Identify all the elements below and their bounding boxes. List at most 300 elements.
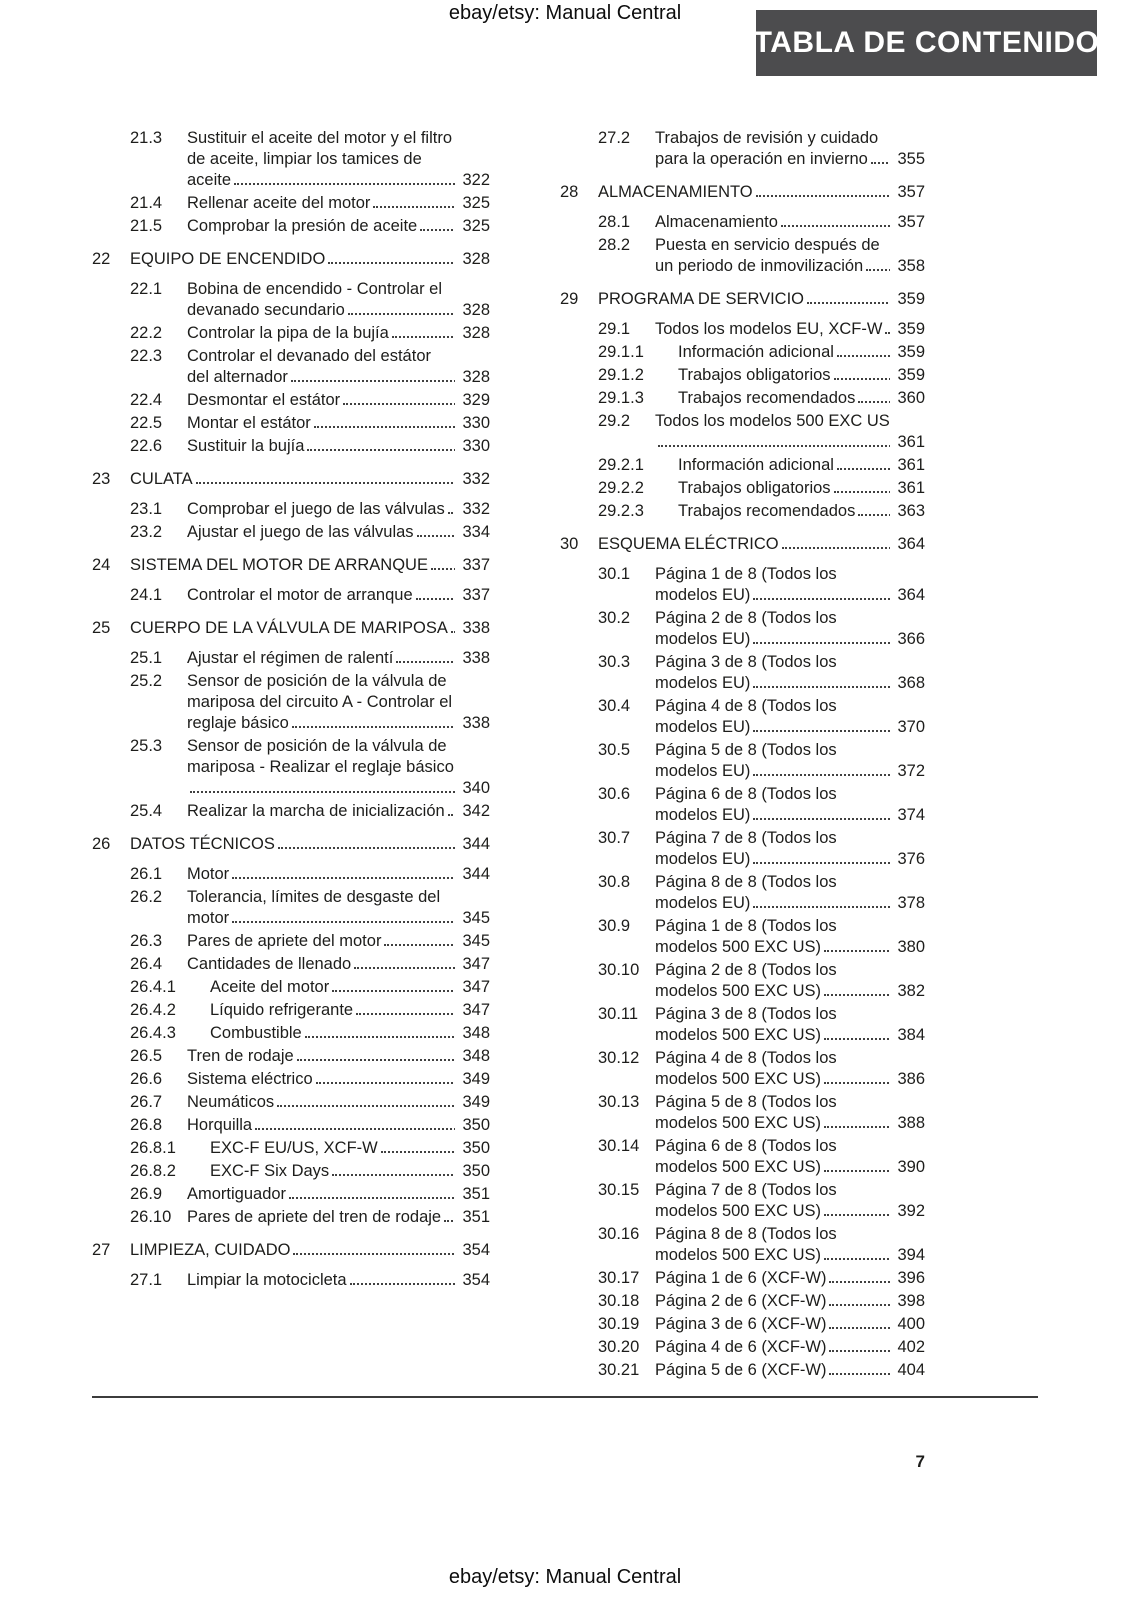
entry-title: Cantidades de llenado	[187, 955, 352, 973]
entry-number: 22.4	[130, 391, 163, 409]
entry-title: Página 6 de 8 (Todos los modelos EU)	[655, 785, 837, 824]
entry-body	[210, 1000, 490, 1021]
entry-body	[598, 534, 925, 555]
entry-number: 27	[92, 1241, 111, 1259]
entry-title: CULATA	[130, 470, 193, 488]
entry-body	[655, 1048, 925, 1090]
toc-entry	[560, 319, 925, 340]
entry-title: Página 5 de 6 (XCF-W)	[655, 1361, 827, 1379]
entry-body	[187, 1115, 490, 1136]
toc-entry	[560, 501, 925, 522]
entry-page: 378	[890, 893, 925, 914]
entry-body	[187, 193, 490, 214]
entry-page: 345	[455, 908, 490, 929]
entry-body	[655, 1180, 925, 1222]
entry-title: Motor	[187, 865, 230, 883]
entry-page: 347	[455, 977, 490, 998]
entry-number: 29.2	[598, 412, 631, 430]
entry-number: 25.4	[130, 802, 163, 820]
entry-body	[655, 696, 925, 738]
entry-number: 22.2	[130, 324, 163, 342]
entry-number: 29.1.1	[598, 343, 644, 361]
entry-body	[187, 887, 490, 929]
entry-page: 360	[890, 388, 925, 409]
entry-number: 26.7	[130, 1093, 163, 1111]
dot-leader	[232, 921, 490, 923]
entry-body	[130, 834, 490, 855]
entry-title: Página 7 de 8 (Todos los modelos EU)	[655, 829, 837, 868]
toc-entry	[92, 1046, 490, 1067]
toc-entry	[92, 216, 490, 237]
entry-title: Información adicional	[678, 343, 834, 361]
entry-body	[655, 872, 925, 914]
entry-title: Comprobar el juego de las válvulas	[187, 500, 445, 518]
entry-title: Pares de apriete del tren de rodaje	[187, 1208, 442, 1226]
entry-body	[187, 671, 490, 734]
entry-page: 350	[455, 1115, 490, 1136]
toc-column-right	[560, 128, 925, 1383]
toc-entry	[560, 534, 925, 555]
entry-number: 29.2.1	[598, 456, 644, 474]
entry-body	[187, 864, 490, 885]
toc-entry	[92, 1023, 490, 1044]
entry-body	[655, 1092, 925, 1134]
entry-page: 350	[455, 1161, 490, 1182]
toc-entry	[92, 977, 490, 998]
entry-page: 347	[455, 1000, 490, 1021]
entry-page: 374	[890, 805, 925, 826]
entry-page: 361	[890, 455, 925, 476]
entry-title: Comprobar la presión de aceite	[187, 217, 418, 235]
entry-body	[655, 608, 925, 650]
entry-title: LIMPIEZA, CUIDADO	[130, 1241, 291, 1259]
entry-body	[655, 1136, 925, 1178]
entry-title: Limpiar la motocicleta	[187, 1271, 347, 1289]
toc-entry	[92, 522, 490, 543]
entry-page: 334	[455, 522, 490, 543]
toc-entry	[92, 413, 490, 434]
toc-entry	[92, 323, 490, 344]
entry-page: 349	[455, 1069, 490, 1090]
entry-page: 325	[455, 216, 490, 237]
toc-entry	[560, 212, 925, 233]
entry-number: 27.2	[598, 129, 631, 147]
entry-title: Tren de rodaje	[187, 1047, 294, 1065]
entry-number: 22	[92, 250, 111, 268]
entry-title: DATOS TÉCNICOS	[130, 835, 275, 853]
entry-body	[655, 1337, 925, 1358]
entry-body	[655, 1004, 925, 1046]
entry-number: 28.1	[598, 213, 631, 231]
entry-title: Almacenamiento	[655, 213, 778, 231]
toc-entry	[560, 1337, 925, 1358]
entry-number: 22.1	[130, 280, 163, 298]
entry-body	[187, 436, 490, 457]
entry-title: Rellenar aceite del motor	[187, 194, 371, 212]
toc-entry	[560, 696, 925, 738]
entry-page: 354	[455, 1270, 490, 1291]
toc-entry	[92, 585, 490, 606]
toc-entry	[560, 128, 925, 170]
entry-page: 372	[890, 761, 925, 782]
entry-body	[210, 1023, 490, 1044]
entry-page: 329	[455, 390, 490, 411]
entry-number: 25	[92, 619, 111, 637]
entry-body	[130, 618, 490, 639]
entry-title: EQUIPO DE ENCENDIDO	[130, 250, 326, 268]
entry-number: 21.3	[130, 129, 163, 147]
entry-number: 30.18	[598, 1292, 640, 1310]
entry-title: Página 3 de 8 (Todos los modelos 500 EXC US)	[655, 1005, 837, 1044]
entry-body	[655, 1268, 925, 1289]
entry-page: 325	[455, 193, 490, 214]
footer-watermark: ebay/etsy: Manual Central	[448, 1566, 682, 1588]
entry-title: Todos los modelos EU, XCF-W	[655, 320, 883, 338]
toc-entry	[560, 1048, 925, 1090]
entry-number: 30.9	[598, 917, 631, 935]
toc-entry	[92, 1115, 490, 1136]
entry-body	[187, 413, 490, 434]
entry-body	[655, 235, 925, 277]
toc-entry	[560, 1180, 925, 1222]
toc-entry	[92, 1138, 490, 1159]
entry-title: Información adicional	[678, 456, 834, 474]
entry-title: Sustituir la bujía	[187, 437, 305, 455]
toc-entry	[92, 390, 490, 411]
entry-body	[655, 740, 925, 782]
entry-title: Página 7 de 8 (Todos los modelos 500 EXC US)	[655, 1181, 837, 1220]
toc-entry	[560, 872, 925, 914]
entry-body	[187, 1046, 490, 1067]
entry-number: 29.1	[598, 320, 631, 338]
entry-body	[210, 1161, 490, 1182]
entry-title: Trabajos recomendados	[678, 389, 856, 407]
entry-title: Bobina de encendido - Controlar el devanado secundario	[187, 280, 443, 319]
entry-body	[210, 1138, 490, 1159]
toc-entry	[92, 346, 490, 388]
entry-page: 359	[890, 289, 925, 310]
toc-entry	[560, 608, 925, 650]
toc-entry	[560, 960, 925, 1002]
entry-page: 338	[455, 713, 490, 734]
entry-title: EXC-F Six Days	[210, 1162, 330, 1180]
entry-title: ESQUEMA ELÉCTRICO	[598, 535, 779, 553]
entry-title: Página 6 de 8 (Todos los modelos 500 EXC US)	[655, 1137, 837, 1176]
toc-entry	[560, 342, 925, 363]
entry-title: Sensor de posición de la válvula de mariposa del circuito A - Controlar el reglaje básico	[187, 672, 453, 732]
entry-title: Página 2 de 8 (Todos los modelos 500 EXC US)	[655, 961, 837, 1000]
entry-page: 348	[455, 1023, 490, 1044]
entry-body	[655, 212, 925, 233]
entry-number: 30.15	[598, 1181, 640, 1199]
dot-leader	[190, 791, 490, 793]
entry-title: Página 3 de 6 (XCF-W)	[655, 1315, 827, 1333]
toc-entry	[560, 1360, 925, 1381]
entry-body	[655, 1291, 925, 1312]
entry-page: 357	[890, 212, 925, 233]
entry-body	[678, 455, 925, 476]
dot-leader	[658, 445, 925, 447]
entry-page: 366	[890, 629, 925, 650]
entry-title: EXC-F EU/US, XCF-W	[210, 1139, 378, 1157]
entry-page: 359	[890, 319, 925, 340]
toc-entry	[92, 436, 490, 457]
entry-number: 26.1	[130, 865, 163, 883]
entry-title: Neumáticos	[187, 1093, 275, 1111]
entry-page: 349	[455, 1092, 490, 1113]
entry-page: 338	[455, 648, 490, 669]
toc-entry	[92, 671, 490, 734]
entry-body	[187, 1069, 490, 1090]
entry-number: 30.5	[598, 741, 631, 759]
entry-number: 26.9	[130, 1185, 163, 1203]
table-of-contents	[92, 128, 925, 1383]
entry-body	[187, 585, 490, 606]
entry-body	[678, 478, 925, 499]
entry-page: 358	[890, 256, 925, 277]
entry-page: 322	[455, 170, 490, 191]
toc-entry	[92, 555, 490, 576]
entry-title: Puesta en servicio después de un periodo de inmovilización	[655, 236, 880, 275]
entry-number: 30.10	[598, 961, 640, 979]
entry-title: SISTEMA DEL MOTOR DE ARRANQUE	[130, 556, 428, 574]
entry-page: 388	[890, 1113, 925, 1134]
entry-title: Líquido refrigerante	[210, 1001, 354, 1019]
entry-number: 26.4.1	[130, 978, 176, 996]
dot-leader	[232, 877, 490, 879]
toc-entry	[560, 784, 925, 826]
entry-title: Ajustar el régimen de ralentí	[187, 649, 394, 667]
entry-page: 370	[890, 717, 925, 738]
entry-body	[187, 931, 490, 952]
toc-entry	[92, 469, 490, 490]
entry-number: 21.4	[130, 194, 163, 212]
entry-page: 404	[890, 1360, 925, 1381]
entry-page: 359	[890, 365, 925, 386]
toc-entry	[92, 249, 490, 270]
entry-body	[187, 1184, 490, 1205]
entry-title: Página 1 de 8 (Todos los modelos 500 EXC US)	[655, 917, 837, 956]
entry-body	[187, 279, 490, 321]
toc-entry	[92, 1270, 490, 1291]
entry-body	[187, 648, 490, 669]
entry-number: 25.1	[130, 649, 163, 667]
entry-page: 396	[890, 1268, 925, 1289]
entry-page: 332	[455, 499, 490, 520]
entry-title: Trabajos recomendados	[678, 502, 856, 520]
entry-number: 26.2	[130, 888, 163, 906]
entry-title: Montar el estátor	[187, 414, 311, 432]
entry-title: Página 4 de 6 (XCF-W)	[655, 1338, 827, 1356]
toc-entry	[92, 1069, 490, 1090]
entry-number: 22.6	[130, 437, 163, 455]
entry-page: 337	[455, 555, 490, 576]
entry-body	[655, 1360, 925, 1381]
entry-body	[655, 411, 925, 453]
entry-body	[130, 249, 490, 270]
entry-title: ALMACENAMIENTO	[598, 183, 753, 201]
entry-title: Amortiguador	[187, 1185, 287, 1203]
entry-title: Página 4 de 8 (Todos los modelos 500 EXC US)	[655, 1049, 837, 1088]
entry-page: 350	[455, 1138, 490, 1159]
entry-body	[655, 652, 925, 694]
entry-page: 354	[455, 1240, 490, 1261]
entry-body	[655, 128, 925, 170]
page-number: 7	[915, 1452, 925, 1471]
entry-title: Controlar la pipa de la bujía	[187, 324, 389, 342]
entry-number: 28.2	[598, 236, 631, 254]
entry-title: Sustituir el aceite del motor y el filtro de aceite, limpiar los tamices de aceite	[187, 129, 453, 189]
dot-leader	[196, 482, 490, 484]
toc-entry	[560, 411, 925, 453]
entry-title: Página 8 de 8 (Todos los modelos 500 EXC US)	[655, 1225, 837, 1264]
entry-title: Sensor de posición de la válvula de mariposa - Realizar el reglaje básico	[187, 737, 454, 776]
toc-entry	[560, 1224, 925, 1266]
entry-title: Página 5 de 8 (Todos los modelos 500 EXC US)	[655, 1093, 837, 1132]
entry-number: 25.2	[130, 672, 163, 690]
entry-number: 30.20	[598, 1338, 640, 1356]
entry-page: 368	[890, 673, 925, 694]
entry-body	[187, 736, 490, 799]
entry-title: Desmontar el estátor	[187, 391, 341, 409]
entry-body	[598, 182, 925, 203]
toc-entry	[92, 128, 490, 191]
entry-number: 24	[92, 556, 111, 574]
entry-number: 21.5	[130, 217, 163, 235]
entry-number: 30.13	[598, 1093, 640, 1111]
entry-number: 30.8	[598, 873, 631, 891]
entry-title: Página 4 de 8 (Todos los modelos EU)	[655, 697, 837, 736]
entry-page: 344	[455, 864, 490, 885]
entry-title: Página 2 de 6 (XCF-W)	[655, 1292, 827, 1310]
entry-page: 344	[455, 834, 490, 855]
entry-title: Controlar el devanado del estátor del alternador	[187, 347, 431, 386]
entry-title: Página 5 de 8 (Todos los modelos EU)	[655, 741, 837, 780]
entry-body	[187, 1092, 490, 1113]
dot-leader	[234, 183, 490, 185]
toc-entry	[560, 235, 925, 277]
toc-entry	[560, 1092, 925, 1134]
entry-page: 347	[455, 954, 490, 975]
entry-body	[655, 784, 925, 826]
entry-page: 351	[455, 1184, 490, 1205]
entry-number: 29.2.3	[598, 502, 644, 520]
entry-title: Página 1 de 6 (XCF-W)	[655, 1269, 827, 1287]
entry-number: 29.2.2	[598, 479, 644, 497]
entry-page: 376	[890, 849, 925, 870]
entry-page: 328	[455, 300, 490, 321]
entry-title: Realizar la marcha de inicialización	[187, 802, 445, 820]
entry-page: 382	[890, 981, 925, 1002]
entry-number: 30.14	[598, 1137, 640, 1155]
entry-number: 30	[560, 535, 579, 553]
entry-page: 337	[455, 585, 490, 606]
toc-entry	[92, 931, 490, 952]
entry-page: 361	[890, 432, 925, 453]
entry-number: 30.17	[598, 1269, 640, 1287]
entry-title: CUERPO DE LA VÁLVULA DE MARIPOSA	[130, 619, 448, 637]
toc-entry	[560, 1004, 925, 1046]
entry-body	[130, 555, 490, 576]
toc-entry	[92, 618, 490, 639]
toc-entry	[560, 1314, 925, 1335]
entry-page: 330	[455, 413, 490, 434]
entry-number: 30.2	[598, 609, 631, 627]
entry-body	[130, 469, 490, 490]
entry-page: 357	[890, 182, 925, 203]
entry-page: 328	[455, 323, 490, 344]
entry-number: 30.3	[598, 653, 631, 671]
entry-number: 26.5	[130, 1047, 163, 1065]
entry-number: 24.1	[130, 586, 163, 604]
entry-body	[598, 289, 925, 310]
entry-page: 328	[455, 249, 490, 270]
entry-number: 26.8	[130, 1116, 163, 1134]
toc-entry	[560, 455, 925, 476]
entry-number: 26	[92, 835, 111, 853]
entry-page: 340	[455, 778, 490, 799]
entry-page: 342	[455, 801, 490, 822]
toc-entry	[560, 1291, 925, 1312]
entry-title: Ajustar el juego de las válvulas	[187, 523, 414, 541]
entry-number: 30.16	[598, 1225, 640, 1243]
entry-body	[187, 1270, 490, 1291]
toc-column-left	[92, 128, 490, 1383]
entry-body	[678, 365, 925, 386]
entry-page: 400	[890, 1314, 925, 1335]
entry-number: 26.8.1	[130, 1139, 176, 1157]
entry-number: 23.2	[130, 523, 163, 541]
toc-entry	[560, 564, 925, 606]
toc-entry	[92, 1184, 490, 1205]
entry-body	[655, 960, 925, 1002]
entry-number: 25.3	[130, 737, 163, 755]
entry-body	[187, 128, 490, 191]
toc-entry	[560, 916, 925, 958]
entry-number: 30.7	[598, 829, 631, 847]
toc-entry	[92, 1000, 490, 1021]
entry-number: 30.12	[598, 1049, 640, 1067]
entry-title: Sistema eléctrico	[187, 1070, 313, 1088]
toc-entry	[560, 478, 925, 499]
entry-number: 22.3	[130, 347, 163, 365]
entry-title: Página 2 de 8 (Todos los modelos EU)	[655, 609, 837, 648]
entry-number: 23	[92, 470, 111, 488]
entry-number: 30.6	[598, 785, 631, 803]
toc-entry	[92, 834, 490, 855]
entry-number: 23.1	[130, 500, 163, 518]
entry-page: 364	[890, 585, 925, 606]
entry-body	[210, 977, 490, 998]
entry-number: 26.4.3	[130, 1024, 176, 1042]
entry-body	[655, 828, 925, 870]
entry-number: 30.11	[598, 1005, 639, 1023]
entry-body	[655, 1224, 925, 1266]
entry-page: 361	[890, 478, 925, 499]
toc-entry	[560, 388, 925, 409]
entry-body	[678, 342, 925, 363]
entry-title: Pares de apriete del motor	[187, 932, 382, 950]
toc-title-bar	[753, 10, 1100, 76]
page-title: TABLA DE CONTENIDO	[753, 26, 1100, 59]
entry-body	[678, 501, 925, 522]
entry-page: 359	[890, 342, 925, 363]
toc-entry	[92, 801, 490, 822]
header-watermark: ebay/etsy: Manual Central	[448, 2, 682, 24]
entry-title: Controlar el motor de arranque	[187, 586, 413, 604]
entry-number: 29.1.2	[598, 366, 644, 384]
entry-body	[187, 346, 490, 388]
